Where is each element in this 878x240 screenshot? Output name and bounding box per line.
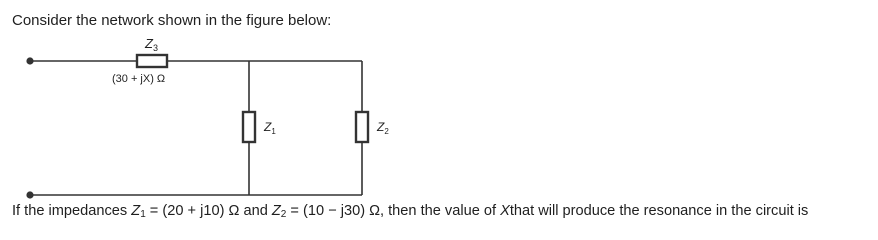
z3-label: $Z_3$: [145, 36, 158, 53]
question-text: [12, 203, 808, 220]
z1-symbol: Z: [131, 203, 141, 219]
z1-label: $Z_1$: [264, 120, 276, 136]
z3-resistor: [137, 55, 167, 67]
z2-label: $Z_2$: [377, 120, 389, 136]
z1-expression: = (20 + j10) Ω and: [145, 203, 272, 219]
z2-resistor: [356, 112, 368, 142]
x-symbol: X: [500, 203, 510, 219]
z1-resistor: [243, 112, 255, 142]
question-suffix: that will produce the resonance in the circuit is: [509, 203, 809, 219]
z2-symbol: Z: [271, 203, 281, 219]
terminal-top: [26, 57, 33, 64]
z1-subscript: 1: [140, 209, 146, 220]
z2-expression: = (10 − j30) Ω, then the value of: [286, 203, 501, 219]
z2-subscript: 2: [280, 209, 287, 220]
intro-text: Consider the network shown in the figure below:: [12, 12, 332, 29]
z3-value: (30 + jX) Ω: [112, 73, 166, 85]
terminal-bottom: [26, 191, 33, 198]
question-prefix: If the impedances: [12, 203, 132, 219]
